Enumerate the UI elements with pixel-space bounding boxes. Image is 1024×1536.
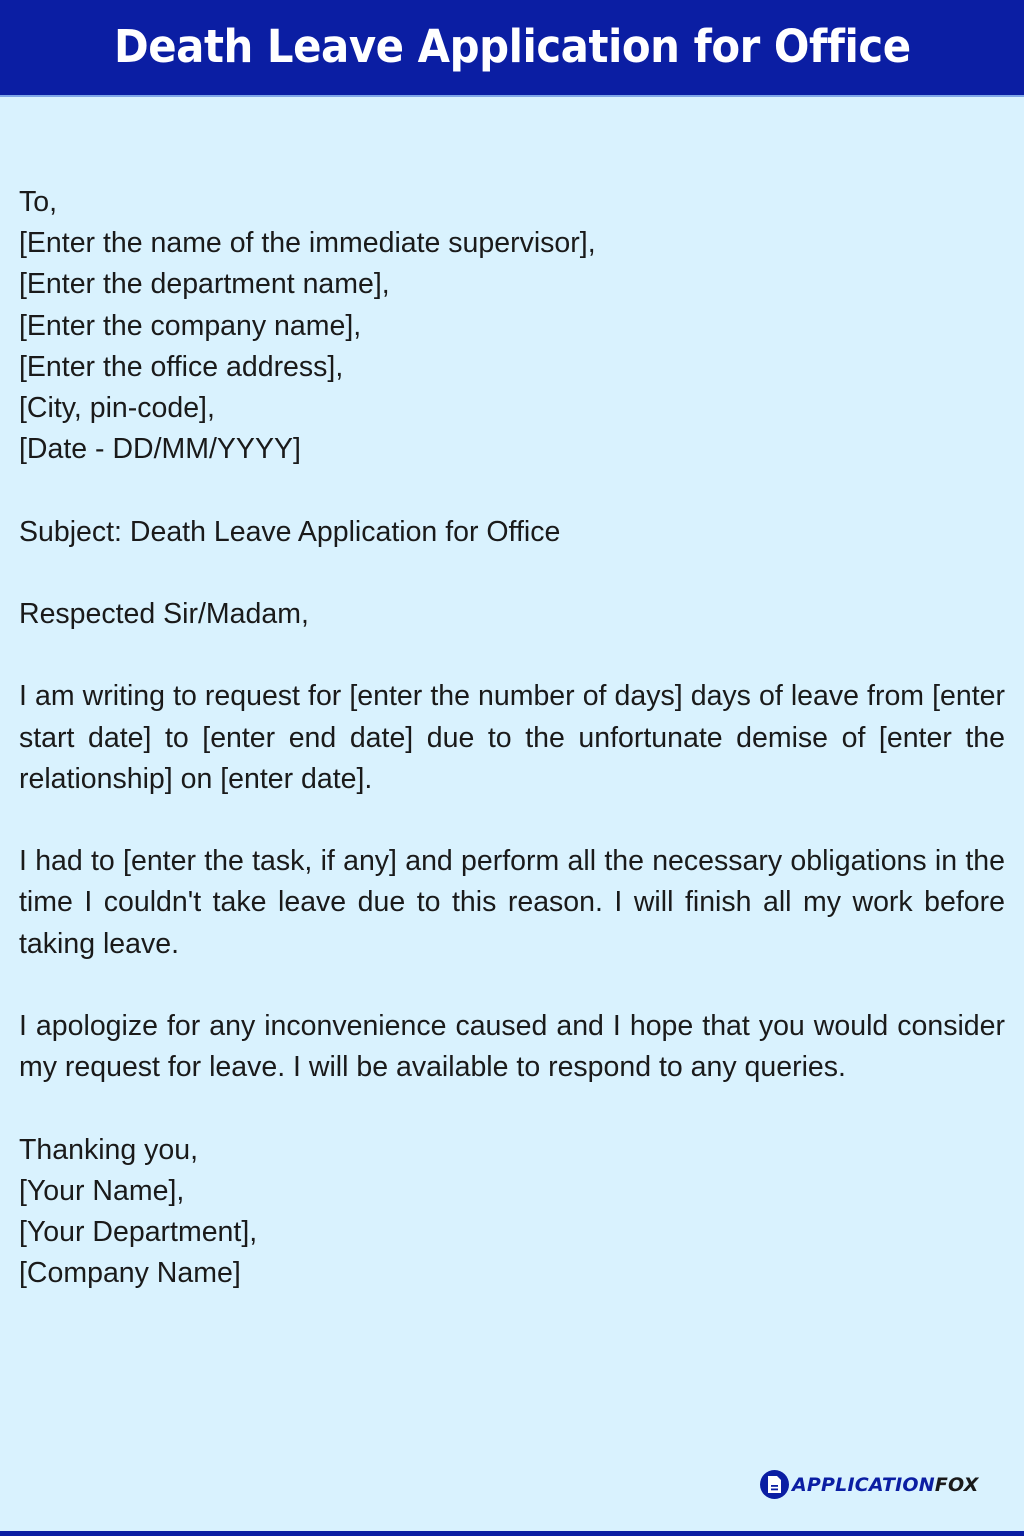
address-line: [Date - DD/MM/YYYY] <box>19 433 301 466</box>
subject-line: Subject: Death Leave Application for Office <box>19 515 561 548</box>
page-title: Death Leave Application for Office <box>113 20 911 73</box>
header-banner <box>0 0 1024 97</box>
logo-wordmark: APPLICATIONFOX <box>792 1473 979 1496</box>
applicationfox-logo <box>760 1470 979 1499</box>
address-line: [Enter the office address], <box>19 350 344 383</box>
letter-body <box>19 182 1005 1294</box>
closing-line: [Your Department], <box>19 1215 258 1248</box>
bottom-bar <box>0 1531 1024 1536</box>
address-block <box>19 182 1005 470</box>
address-line: [Enter the name of the immediate supervisor], <box>19 227 596 260</box>
address-line: [Enter the company name], <box>19 309 362 342</box>
address-line: [City, pin-code], <box>19 392 215 425</box>
body-paragraph: I am writing to request for [enter the number of days] days of leave from [enter start date] to [enter end date] due to the unfortunate demise of [enter the relationship] on [enter date]. <box>19 680 1005 795</box>
closing-line: Thanking you, <box>19 1133 199 1166</box>
closing-line: [Your Name], <box>19 1174 185 1207</box>
address-line: [Enter the department name], <box>19 268 390 301</box>
body-paragraph: I apologize for any inconvenience caused and I hope that you would consider my request for leave. I will be available to respond to any queries. <box>19 1009 1005 1084</box>
address-line: To, <box>19 186 58 218</box>
salutation: Respected Sir/Madam, <box>19 598 309 630</box>
document-icon <box>760 1470 789 1499</box>
body-paragraph: I had to [enter the task, if any] and perform all the necessary obligations in the time I couldn't take leave due to this reason. I will finish all my work before taking leave. <box>19 845 1005 960</box>
closing-line: [Company Name] <box>19 1257 241 1290</box>
closing-block <box>19 1130 1005 1295</box>
